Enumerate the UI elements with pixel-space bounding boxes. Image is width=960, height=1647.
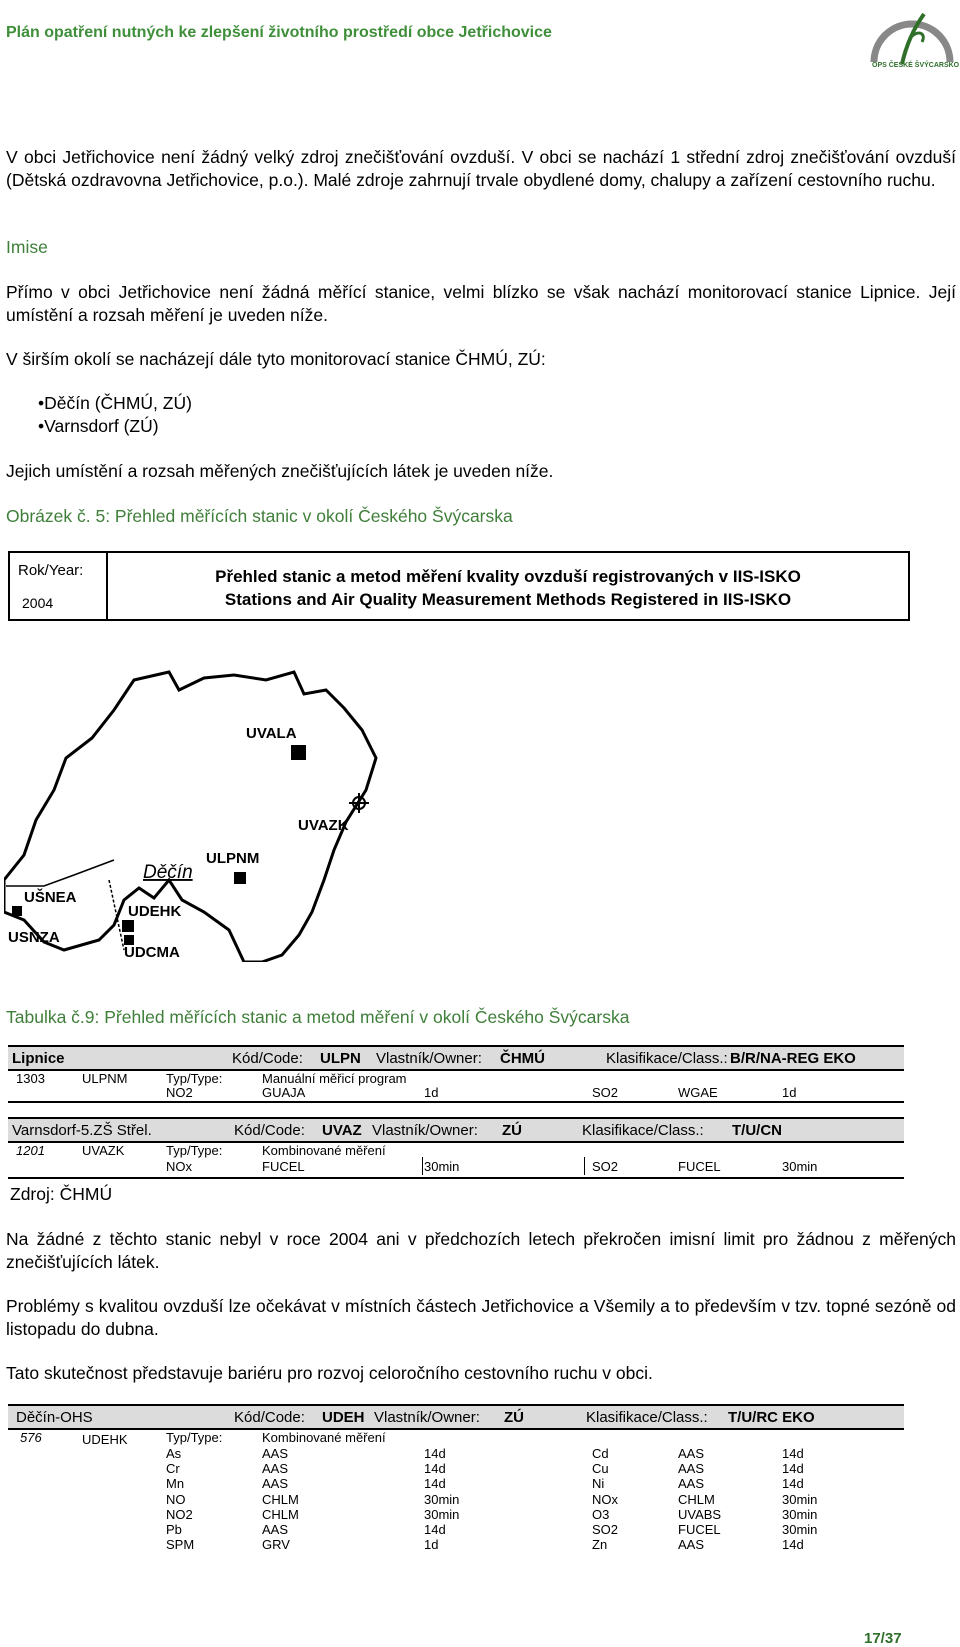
table-caption: Tabulka č.9: Přehled měřících stanic a metod měření v okolí Českého Švýcarska xyxy=(6,1007,630,1027)
banner-year-label: Rok/Year: xyxy=(18,562,84,579)
station-table-lipnice xyxy=(8,1045,904,1103)
heading-imise: Imise xyxy=(6,237,48,257)
station-code: UVAZ xyxy=(322,1122,362,1139)
code-label: Kód/Code: xyxy=(234,1122,305,1139)
measurement-row xyxy=(8,1522,904,1537)
map-label: UDEHK xyxy=(128,903,182,920)
paragraph-limits: Na žádné z těchto stanic nebyl v roce 2004 ani v předchozích letech překročen imisní limit pro žádnou z měřených znečišťujících látek. xyxy=(6,1229,956,1272)
pollutant: NO2 xyxy=(166,1085,193,1100)
station-marker-udehk xyxy=(122,920,134,932)
station-table-varnsdorf xyxy=(8,1117,904,1179)
method: GRV xyxy=(262,1537,290,1553)
pollutant: NOx xyxy=(592,1491,618,1507)
bullet-item: •Děčín (ČHMÚ, ZÚ) xyxy=(38,393,192,413)
map-label: UŠNEA xyxy=(24,889,77,906)
interval: 30min xyxy=(782,1159,818,1174)
iis-isko-banner xyxy=(8,551,910,621)
station-header xyxy=(8,1045,904,1071)
bullet-text: Děčín (ČHMÚ, ZÚ) xyxy=(44,393,192,413)
paragraph-location: Jejich umístění a rozsah měřených znečišťujících látek je uveden níže. xyxy=(6,461,554,481)
measurement-row xyxy=(8,1085,904,1101)
interval: 14d xyxy=(782,1461,804,1477)
method: CHLM xyxy=(262,1506,299,1522)
program-name: Manuální měřicí program xyxy=(262,1071,407,1086)
interval: 14d xyxy=(424,1446,446,1461)
interval: 14d xyxy=(782,1476,804,1492)
program-name: Kombinované měření xyxy=(262,1430,386,1445)
station-id: 576 xyxy=(20,1430,42,1445)
station-class: T/U/RC EKO xyxy=(728,1409,815,1426)
pollutant: Cr xyxy=(166,1461,180,1477)
station-name: Varnsdorf-5.ZŠ Střel. xyxy=(12,1122,152,1139)
station-class: B/R/NA-REG EKO xyxy=(730,1050,856,1067)
pollutant: Ni xyxy=(592,1476,605,1492)
paragraph-stations-intro: V širším okolí se nacházejí dále tyto monitorovací stanice ČHMÚ, ZÚ: xyxy=(6,349,546,369)
measurement-row xyxy=(8,1537,904,1552)
station-header xyxy=(8,1404,904,1430)
figure-caption: Obrázek č. 5: Přehled měřících stanic v okolí Českého Švýcarska xyxy=(6,506,513,526)
method: FUCEL xyxy=(678,1159,721,1174)
interval: 30min xyxy=(424,1159,460,1174)
station-marker-uvala xyxy=(291,745,306,760)
method: AAS xyxy=(678,1476,705,1492)
bullet-item: •Varnsdorf (ZÚ) xyxy=(38,416,159,436)
owner-label: Vlastník/Owner: xyxy=(372,1122,478,1139)
type-label: Typ/Type: xyxy=(166,1143,223,1158)
measurement-row xyxy=(8,1476,904,1491)
interval: 30min xyxy=(424,1491,460,1507)
map-label-decin: Děčín xyxy=(143,862,193,883)
bullet-text: Varnsdorf (ZÚ) xyxy=(44,416,159,436)
measurement-row xyxy=(8,1446,904,1461)
method: AAS xyxy=(262,1522,289,1537)
class-label: Klasifikace/Class.: xyxy=(582,1122,704,1139)
type-label: Typ/Type: xyxy=(166,1071,223,1086)
row-divider xyxy=(422,1157,423,1175)
pollutant: Mn xyxy=(166,1476,185,1492)
method: UVABS xyxy=(678,1506,722,1522)
ops-logo xyxy=(866,6,958,72)
pollutant: As xyxy=(166,1446,182,1461)
station-owner: ZÚ xyxy=(504,1409,524,1426)
station-name: Děčín-OHS xyxy=(16,1409,93,1426)
method: CHLM xyxy=(678,1491,715,1507)
pollutant: Cu xyxy=(592,1461,609,1477)
pollutant: Zn xyxy=(592,1537,608,1553)
interval: 14d xyxy=(424,1522,446,1537)
station-class: T/U/CN xyxy=(732,1122,782,1139)
row-divider xyxy=(584,1157,585,1175)
interval: 14d xyxy=(424,1476,446,1492)
station-table-decin xyxy=(8,1404,904,1554)
method: CHLM xyxy=(262,1491,299,1507)
code-label: Kód/Code: xyxy=(234,1409,305,1426)
interval: 14d xyxy=(782,1446,804,1461)
station-sub: UVAZK xyxy=(82,1143,125,1158)
banner-title-cz: Přehled stanic a metod měření kvality ovzduší registrovaných v IIS-ISKO xyxy=(215,567,801,586)
measurement-row xyxy=(8,1159,904,1175)
method: FUCEL xyxy=(262,1159,305,1174)
logo-text: OPS ČESKÉ ŠVÝCARSKO xyxy=(872,62,960,69)
page-number: 17/37 xyxy=(864,1630,902,1647)
class-label: Klasifikace/Class.: xyxy=(586,1409,708,1426)
paragraph-barrier: Tato skutečnost představuje bariéru pro rozvoj celoročního cestovního ruchu v obci. xyxy=(6,1363,653,1383)
pollutant: Pb xyxy=(166,1522,182,1537)
interval: 14d xyxy=(782,1537,804,1553)
method: AAS xyxy=(262,1446,289,1461)
banner-title-en: Stations and Air Quality Measurement Methods Registered in IIS-ISKO xyxy=(224,590,792,609)
paragraph-emission-sources: V obci Jetřichovice není žádný velký zdroj znečišťování ovzduší. V obci se nachází 1 střední zdroj znečišťování ovzduší (Dětská ozdravovna Jetřichovice, p.o.). Malé zdroje zahrnují trvale obydlené domy, chalupy a zařízení cestovního ruchu. xyxy=(6,147,956,190)
pollutant: NO2 xyxy=(166,1506,193,1522)
station-sub: UDEHK xyxy=(82,1432,128,1447)
pollutant: NO xyxy=(166,1491,186,1507)
measurement-row xyxy=(8,1492,904,1507)
owner-label: Vlastník/Owner: xyxy=(374,1409,480,1426)
map-label: ULPNM xyxy=(206,850,260,867)
method: AAS xyxy=(262,1461,289,1477)
stations-map xyxy=(4,650,382,962)
interval: 30min xyxy=(782,1491,818,1507)
pollutant: O3 xyxy=(592,1506,610,1522)
paragraph-problems: Problémy s kvalitou ovzduší lze očekávat v místních částech Jetřichovice a Všemily a to především v tzv. topné sezóně od listopadu do dubna. xyxy=(6,1296,956,1339)
interval: 1d xyxy=(424,1085,439,1100)
station-owner: ZÚ xyxy=(502,1122,522,1139)
map-label: UDCMA xyxy=(124,944,180,961)
interval: 1d xyxy=(424,1537,439,1553)
pollutant: SO2 xyxy=(592,1159,619,1174)
station-name: Lipnice xyxy=(12,1050,65,1067)
method: FUCEL xyxy=(678,1522,721,1537)
map-label: UVAZK xyxy=(298,817,349,834)
measurement-row xyxy=(8,1507,904,1522)
station-marker-ulpnm xyxy=(234,872,246,884)
type-label: Typ/Type: xyxy=(166,1430,223,1445)
owner-label: Vlastník/Owner: xyxy=(376,1050,482,1067)
document-header-title: Plán opatření nutných ke zlepšení životního prostředí obce Jetřichovice xyxy=(6,24,552,41)
station-code: UDEH xyxy=(322,1409,365,1426)
interval: 14d xyxy=(424,1461,446,1477)
program-name: Kombinované měření xyxy=(262,1143,386,1158)
method: WGAE xyxy=(678,1085,718,1100)
station-header xyxy=(8,1117,904,1143)
method: AAS xyxy=(678,1461,705,1477)
pollutant: SO2 xyxy=(592,1522,619,1537)
station-id: 1201 xyxy=(16,1143,45,1158)
code-label: Kód/Code: xyxy=(232,1050,303,1067)
class-label: Klasifikace/Class.: xyxy=(606,1050,728,1067)
interval: 30min xyxy=(782,1506,818,1522)
banner-year: 2004 xyxy=(22,595,54,611)
pollutant: Cd xyxy=(592,1446,609,1461)
station-id: 1303 xyxy=(16,1071,45,1086)
station-owner: ČHMÚ xyxy=(500,1050,545,1067)
interval: 1d xyxy=(782,1085,797,1100)
station-code: ULPN xyxy=(320,1050,361,1067)
interval: 30min xyxy=(782,1522,818,1537)
map-label: UVALA xyxy=(246,725,297,742)
interval: 30min xyxy=(424,1506,460,1522)
method: AAS xyxy=(678,1446,705,1461)
source-note: Zdroj: ČHMÚ xyxy=(10,1184,113,1204)
paragraph-lipnice: Přímo v obci Jetřichovice není žádná měřící stanice, velmi blízko se však nachází monitorovací stanice Lipnice. Její umístění a rozsah měření je uveden níže. xyxy=(6,282,956,325)
map-label: USNZA xyxy=(8,929,60,946)
pollutant: NOx xyxy=(166,1159,192,1174)
station-marker-usnea xyxy=(12,906,22,916)
pollutant: SPM xyxy=(166,1537,195,1553)
method: AAS xyxy=(262,1476,289,1492)
measurement-row xyxy=(8,1461,904,1476)
method: GUAJA xyxy=(262,1085,306,1100)
pollutant: SO2 xyxy=(592,1085,619,1100)
station-sub: ULPNM xyxy=(82,1071,128,1086)
method: AAS xyxy=(678,1537,705,1553)
